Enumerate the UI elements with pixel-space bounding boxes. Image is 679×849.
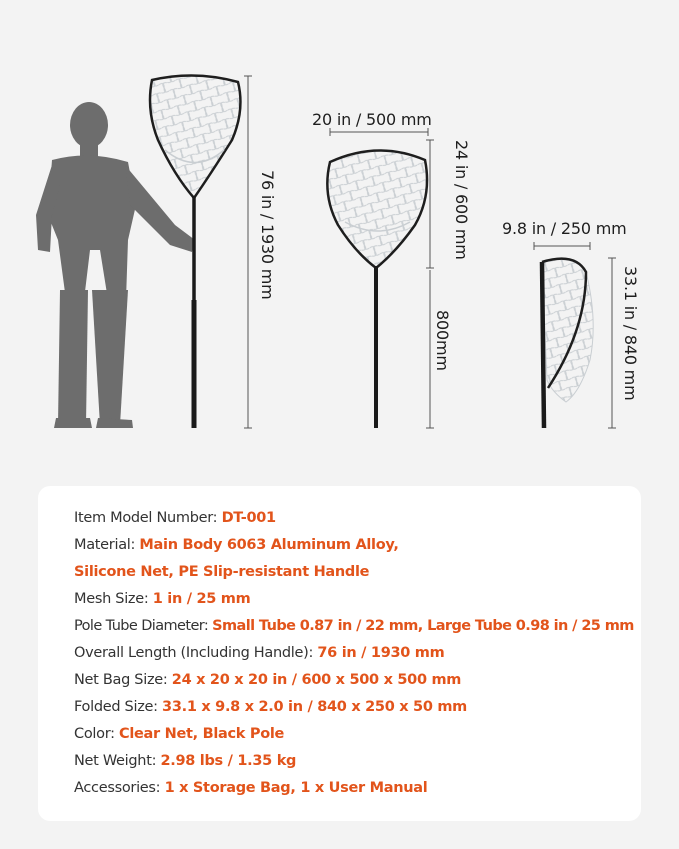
spec-value: 2.98 lbs / 1.35 kg <box>160 753 297 769</box>
spec-row-mesh-size <box>74 591 250 607</box>
specifications-card <box>38 486 641 821</box>
folded-height-label: 33.1 in / 840 mm <box>621 266 640 401</box>
spec-value: 33.1 x 9.8 x 2.0 in / 840 x 250 x 50 mm <box>162 699 467 715</box>
spec-row-color <box>74 726 284 742</box>
spec-row-pole-diameter <box>74 618 634 634</box>
spec-row-model <box>74 510 276 526</box>
spec-label: Mesh Size: <box>74 591 153 607</box>
dimension-line-full-height <box>244 76 252 428</box>
spec-value: 1 x Storage Bag, 1 x User Manual <box>164 780 428 796</box>
spec-row-material-cont <box>74 564 369 580</box>
net-head-dimensions <box>327 150 427 428</box>
spec-value: Small Tube 0.87 in / 22 mm, Large Tube 0.98 in / 25 mm <box>212 618 634 634</box>
net-full-length <box>150 75 240 428</box>
spec-value: 24 x 20 x 20 in / 600 x 500 x 500 mm <box>171 672 462 688</box>
pole-length-label: 800mm <box>433 310 452 371</box>
spec-label: Pole Tube Diameter: <box>74 618 213 634</box>
head-height-label: 24 in / 600 mm <box>452 140 471 260</box>
spec-label: Item Model Number: <box>74 510 222 526</box>
net-folded <box>542 259 593 428</box>
head-width-label: 20 in / 500 mm <box>312 110 432 129</box>
spec-row-net-weight <box>74 753 296 769</box>
spec-value: DT-001 <box>221 510 276 526</box>
spec-value: 76 in / 1930 mm <box>317 645 445 661</box>
spec-value: Clear Net, Black Pole <box>119 726 285 742</box>
spec-value: 1 in / 25 mm <box>152 591 251 607</box>
spec-row-overall-length <box>74 645 444 661</box>
folded-width-label: 9.8 in / 250 mm <box>502 219 627 238</box>
spec-value: Main Body 6063 Aluminum Alloy, <box>139 537 399 553</box>
spec-row-net-bag-size <box>74 672 461 688</box>
spec-label: Material: <box>74 537 140 553</box>
spec-row-accessories <box>74 780 427 796</box>
spec-label: Accessories: <box>74 780 165 796</box>
spec-label: Net Weight: <box>74 753 161 769</box>
spec-row-material <box>74 537 399 553</box>
full-height-label: 76 in / 1930 mm <box>258 170 277 300</box>
spec-label: Color: <box>74 726 119 742</box>
spec-label: Overall Length (Including Handle): <box>74 645 318 661</box>
spec-row-folded-size <box>74 699 467 715</box>
spec-value: Silicone Net, PE Slip-resistant Handle <box>74 564 370 580</box>
spec-label: Folded Size: <box>74 699 163 715</box>
spec-label: Net Bag Size: <box>74 672 172 688</box>
